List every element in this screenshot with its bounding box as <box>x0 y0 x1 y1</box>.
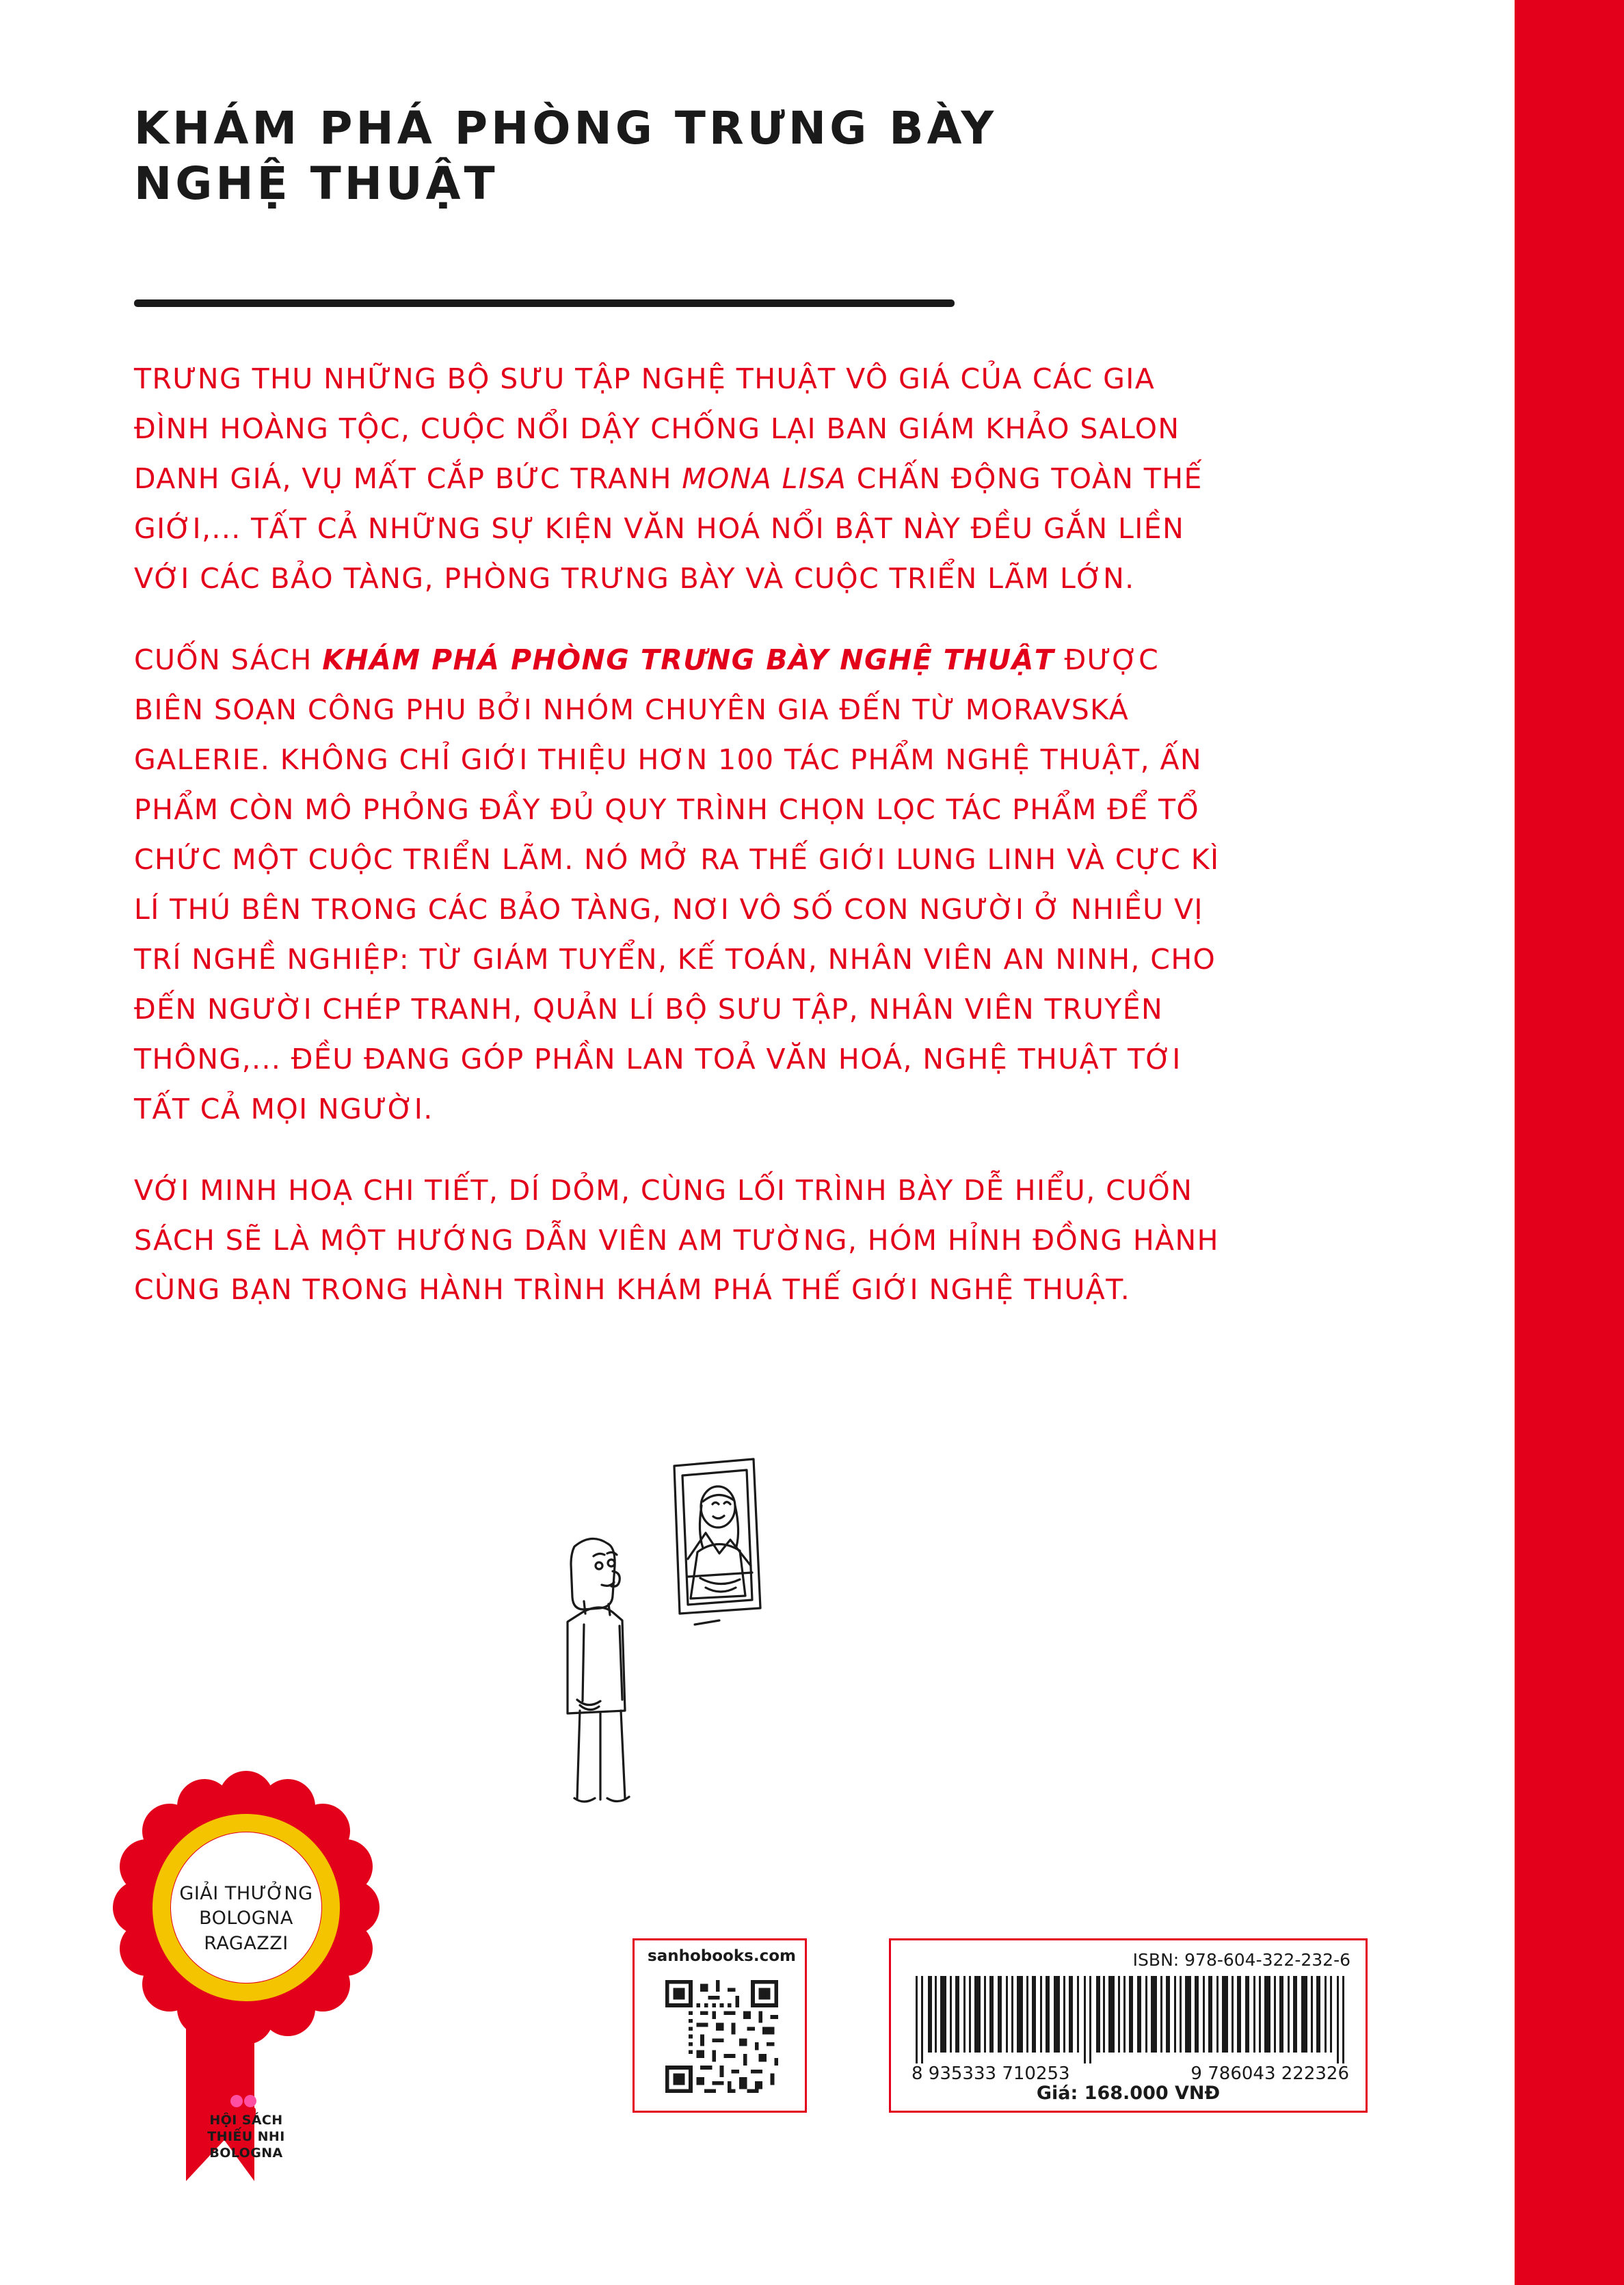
page-title <box>134 101 1228 211</box>
qr-block[interactable] <box>633 1938 807 2113</box>
blurb-text <box>134 354 1235 1315</box>
award-line-1: GIẢI THƯỞNG <box>179 1883 313 1904</box>
award-line-3: RAGAZZI <box>204 1932 289 1954</box>
isbn-text: ISBN: 978-604-322-232-6 <box>1132 1950 1350 1970</box>
barcode-block <box>889 1938 1368 2113</box>
title-mona-lisa: MONA LISA <box>682 462 847 495</box>
fair-line-3: BOLOGNA <box>209 2145 283 2161</box>
award-seal-label <box>109 1882 383 1956</box>
title-line-1: KHÁM PHÁ PHÒNG TRƯNG BÀY <box>134 102 998 155</box>
award-line-2: BOLOGNA <box>199 1908 293 1929</box>
publisher-website-label: sanhobooks.com <box>648 1947 796 1965</box>
title-reference: KHÁM PHÁ PHÒNG TRƯNG BÀY NGHỆ THUẬT <box>322 643 1055 676</box>
barcode-digits-left: 8 935333 710253 <box>911 2063 1070 2084</box>
bologna-fair-label <box>109 2113 383 2161</box>
price-label: Giá: 168.000 VNĐ <box>1036 2083 1221 2104</box>
right-red-band <box>1515 0 1624 2285</box>
blurb-paragraph-3: VỚI MINH HOẠ CHI TIẾT, DÍ DỎM, CÙNG LỐI TRÌNH BÀY DỄ HIỂU, CUỐN SÁCH SẼ LÀ MỘT HƯỚNG DẪN VIÊN AM TƯỜNG, HÓM HỈNH ĐỒNG HÀNH CÙNG BẠN TRONG HÀNH TRÌNH KHÁM PHÁ THẾ GIỚI NGHỆ THUẬT. <box>134 1173 1219 1307</box>
blurb-paragraph-2: CUỐN SÁCH KHÁM PHÁ PHÒNG TRƯNG BÀY NGHỆ THUẬT ĐƯỢC BIÊN SOẠN CÔNG PHU BỞI NHÓM CHUYÊN GIA ĐẾN TỪ MORAVSKÁ GALERIE. KHÔNG CHỈ GIỚI THIỆU HƠN 100 TÁC PHẨM NGHỆ THUẬT, ẤN PHẨM CÒN MÔ PHỎNG ĐẦY ĐỦ QUY TRÌNH CHỌN LỌC TÁC PHẨM ĐỂ TỔ CHỨC MỘT CUỘC TRIỂN LÃM. NÓ MỞ RA THẾ GIỚI LUNG LINH VÀ CỰC KÌ LÍ THÚ BÊN TRONG CÁC BẢO TÀNG, NƠI VÔ SỐ CON NGƯỜI Ở NHIỀU VỊ TRÍ NGHỀ NGHIỆP: TỪ GIÁM TUYỂN, KẾ TOÁN, NHÂN VIÊN AN NINH, CHO ĐẾN NGƯỜI CHÉP TRANH, QUẢN LÍ BỘ SƯU TẬP, NHÂN VIÊN TRUYỀN THÔNG,... ĐỀU ĐANG GÓP PHẦN LAN TOẢ VĂN HOÁ, NGHỆ THUẬT TỚI TẤT CẢ MỌI NGƯỜI. <box>134 643 1220 1125</box>
title-line-2: NGHỆ THUẬT <box>134 157 498 210</box>
fair-line-2: THIẾU NHI <box>207 2128 285 2144</box>
barcode-digits-right: 9 786043 222326 <box>1190 2063 1349 2084</box>
fair-line-1: HỘI SÁCH <box>209 2113 283 2128</box>
barcode-digits <box>911 2063 1349 2084</box>
award-seal <box>109 1702 383 2195</box>
blurb-paragraph-1: TRƯNG THU NHỮNG BỘ SƯU TẬP NGHỆ THUẬT VÔ GIÁ CỦA CÁC GIA ĐÌNH HOÀNG TỘC, CUỘC NỔI DẬY CHỐNG LẠI BAN GIÁM KHẢO SALON DANH GIÁ, VỤ MẤT CẮP BỨC TRANH MONA LISA CHẤN ĐỘNG TOÀN THẾ GIỚI,... TẤT CẢ NHỮNG SỰ KIỆN VĂN HOÁ NỔI BẬT NÀY ĐỀU GẮN LIỀN VỚI CÁC BẢO TÀNG, PHÒNG TRƯNG BÀY VÀ CUỘC TRIỂN LÃM LỚN. <box>134 362 1203 595</box>
illustration-svg <box>533 1456 855 1812</box>
title-divider <box>134 299 955 307</box>
illustration-viewer-and-painting <box>533 1456 855 1812</box>
barcode-image <box>911 1976 1349 2063</box>
qr-code-icon[interactable] <box>665 1980 778 2093</box>
